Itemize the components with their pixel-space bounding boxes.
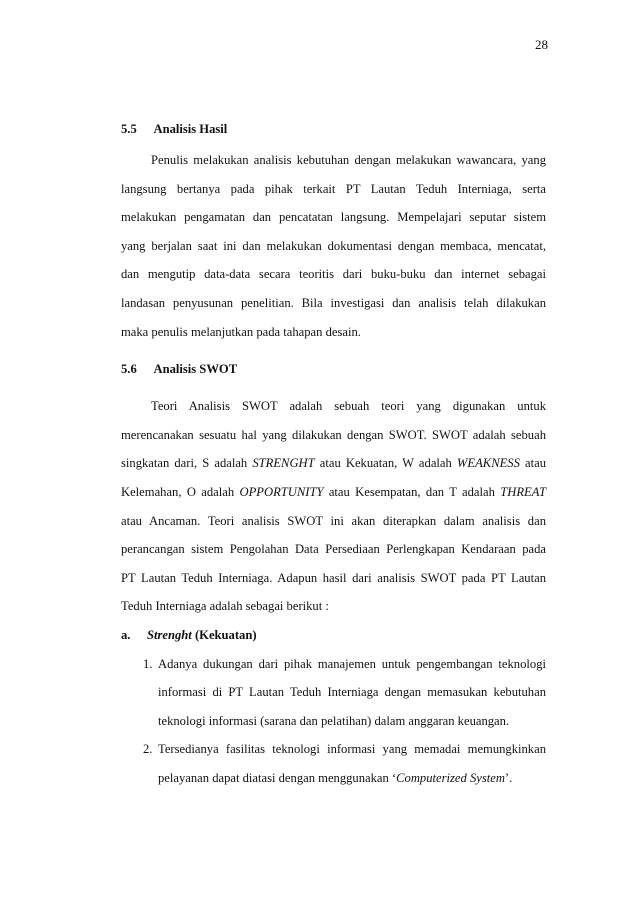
term-opportunity: OPPORTUNITY	[239, 484, 324, 499]
paragraph-line	[121, 478, 546, 507]
section-title: Analisis Hasil	[153, 122, 228, 136]
list-item-line: teknologi informasi (sarana dan pelatihan) dalam anggaran keuangan.	[158, 713, 510, 728]
paragraph-line: merencanakan sesuatu hal yang dilakukan dengan SWOT. SWOT adalah sebuah	[121, 427, 546, 442]
paragraph-line: melakukan pengamatan dan pencatatan langsung. Mempelajari seputar sistem	[121, 210, 546, 225]
text-run: ’.	[504, 770, 513, 785]
list-item-line: Adanya dukungan dari pihak manajemen untuk pengembangan teknologi	[158, 656, 546, 671]
subsection-heading-strength	[121, 621, 546, 650]
text-run: atau Kekuatan, W adalah	[314, 456, 457, 471]
paragraph-analisis-hasil	[121, 146, 546, 346]
paragraph-line: atau Ancaman. Teori analisis SWOT ini akan diterapkan dalam analisis dan	[121, 513, 546, 528]
text-run: singkatan dari, S adalah	[121, 456, 253, 471]
text-run: atau	[519, 456, 546, 471]
section-number: 5.6	[121, 362, 137, 377]
paragraph-line	[121, 449, 546, 478]
paragraph-line: Penulis melakukan analisis kebutuhan dengan melakukan wawancara, yang	[151, 153, 546, 167]
page-number: 28	[535, 37, 548, 52]
section-number: 5.5	[121, 122, 137, 136]
list-marker: 1.	[143, 656, 153, 671]
paragraph-line: Teori Analisis SWOT adalah sebuah teori yang digunakan untuk	[151, 399, 546, 414]
list-item-line	[158, 764, 546, 793]
paragraph-line: Teduh Interniaga adalah sebagai berikut :	[121, 599, 329, 614]
term-strength: STRENGHT	[252, 456, 315, 471]
list-item-line: Tersedianya fasilitas teknologi informasi yang memadai memungkinkan	[158, 742, 546, 757]
term-threat: THREAT	[500, 484, 546, 499]
paragraph-analisis-swot	[121, 392, 546, 621]
list-marker: 2.	[143, 742, 153, 757]
section-heading-5-5	[121, 112, 546, 146]
list-item	[121, 650, 546, 736]
text-run: pelayanan dapat diatasi dengan menggunakan ‘	[158, 770, 397, 785]
paragraph-line: perancangan sistem Pengolahan Data Persediaan Perlengkapan Kendaraan pada	[121, 542, 546, 557]
paragraph-line: dan mengutip data-data secara teoritis dari buku-buku dan internet sebagai	[121, 267, 546, 282]
term-computerized-system: Computerized System	[396, 770, 505, 785]
paragraph-line: yang berjalan saat ini dan melakukan dokumentasi dengan membaca, mencatat,	[121, 238, 546, 253]
subsection-letter: a.	[121, 627, 131, 642]
paragraph-line: landasan penyusunan penelitian. Bila investigasi dan analisis telah dilakukan	[121, 295, 546, 310]
paragraph-line: langsung bertanya pada pihak terkait PT Lautan Teduh Interniaga, serta	[121, 181, 546, 196]
document-body	[121, 112, 546, 792]
text-run: Kelemahan, O adalah	[121, 484, 240, 499]
section-heading-5-6	[121, 352, 546, 386]
paragraph-line: PT Lautan Teduh Interniaga. Adapun hasil dari analisis SWOT pada PT Lautan	[121, 570, 546, 585]
list-item	[121, 735, 546, 792]
term-weakness: WEAKNESS	[456, 456, 520, 471]
subsection-title-italic: Strenght	[147, 627, 192, 642]
subsection-title-rest: (Kekuatan)	[191, 627, 257, 642]
text-run: atau Kesempatan, dan T adalah	[323, 484, 501, 499]
paragraph-line: maka penulis melanjutkan pada tahapan desain.	[121, 324, 361, 339]
list-item-line: informasi di PT Lautan Teduh Interniaga dengan memasukan kebutuhan	[158, 685, 546, 700]
section-title: Analisis SWOT	[153, 362, 238, 377]
